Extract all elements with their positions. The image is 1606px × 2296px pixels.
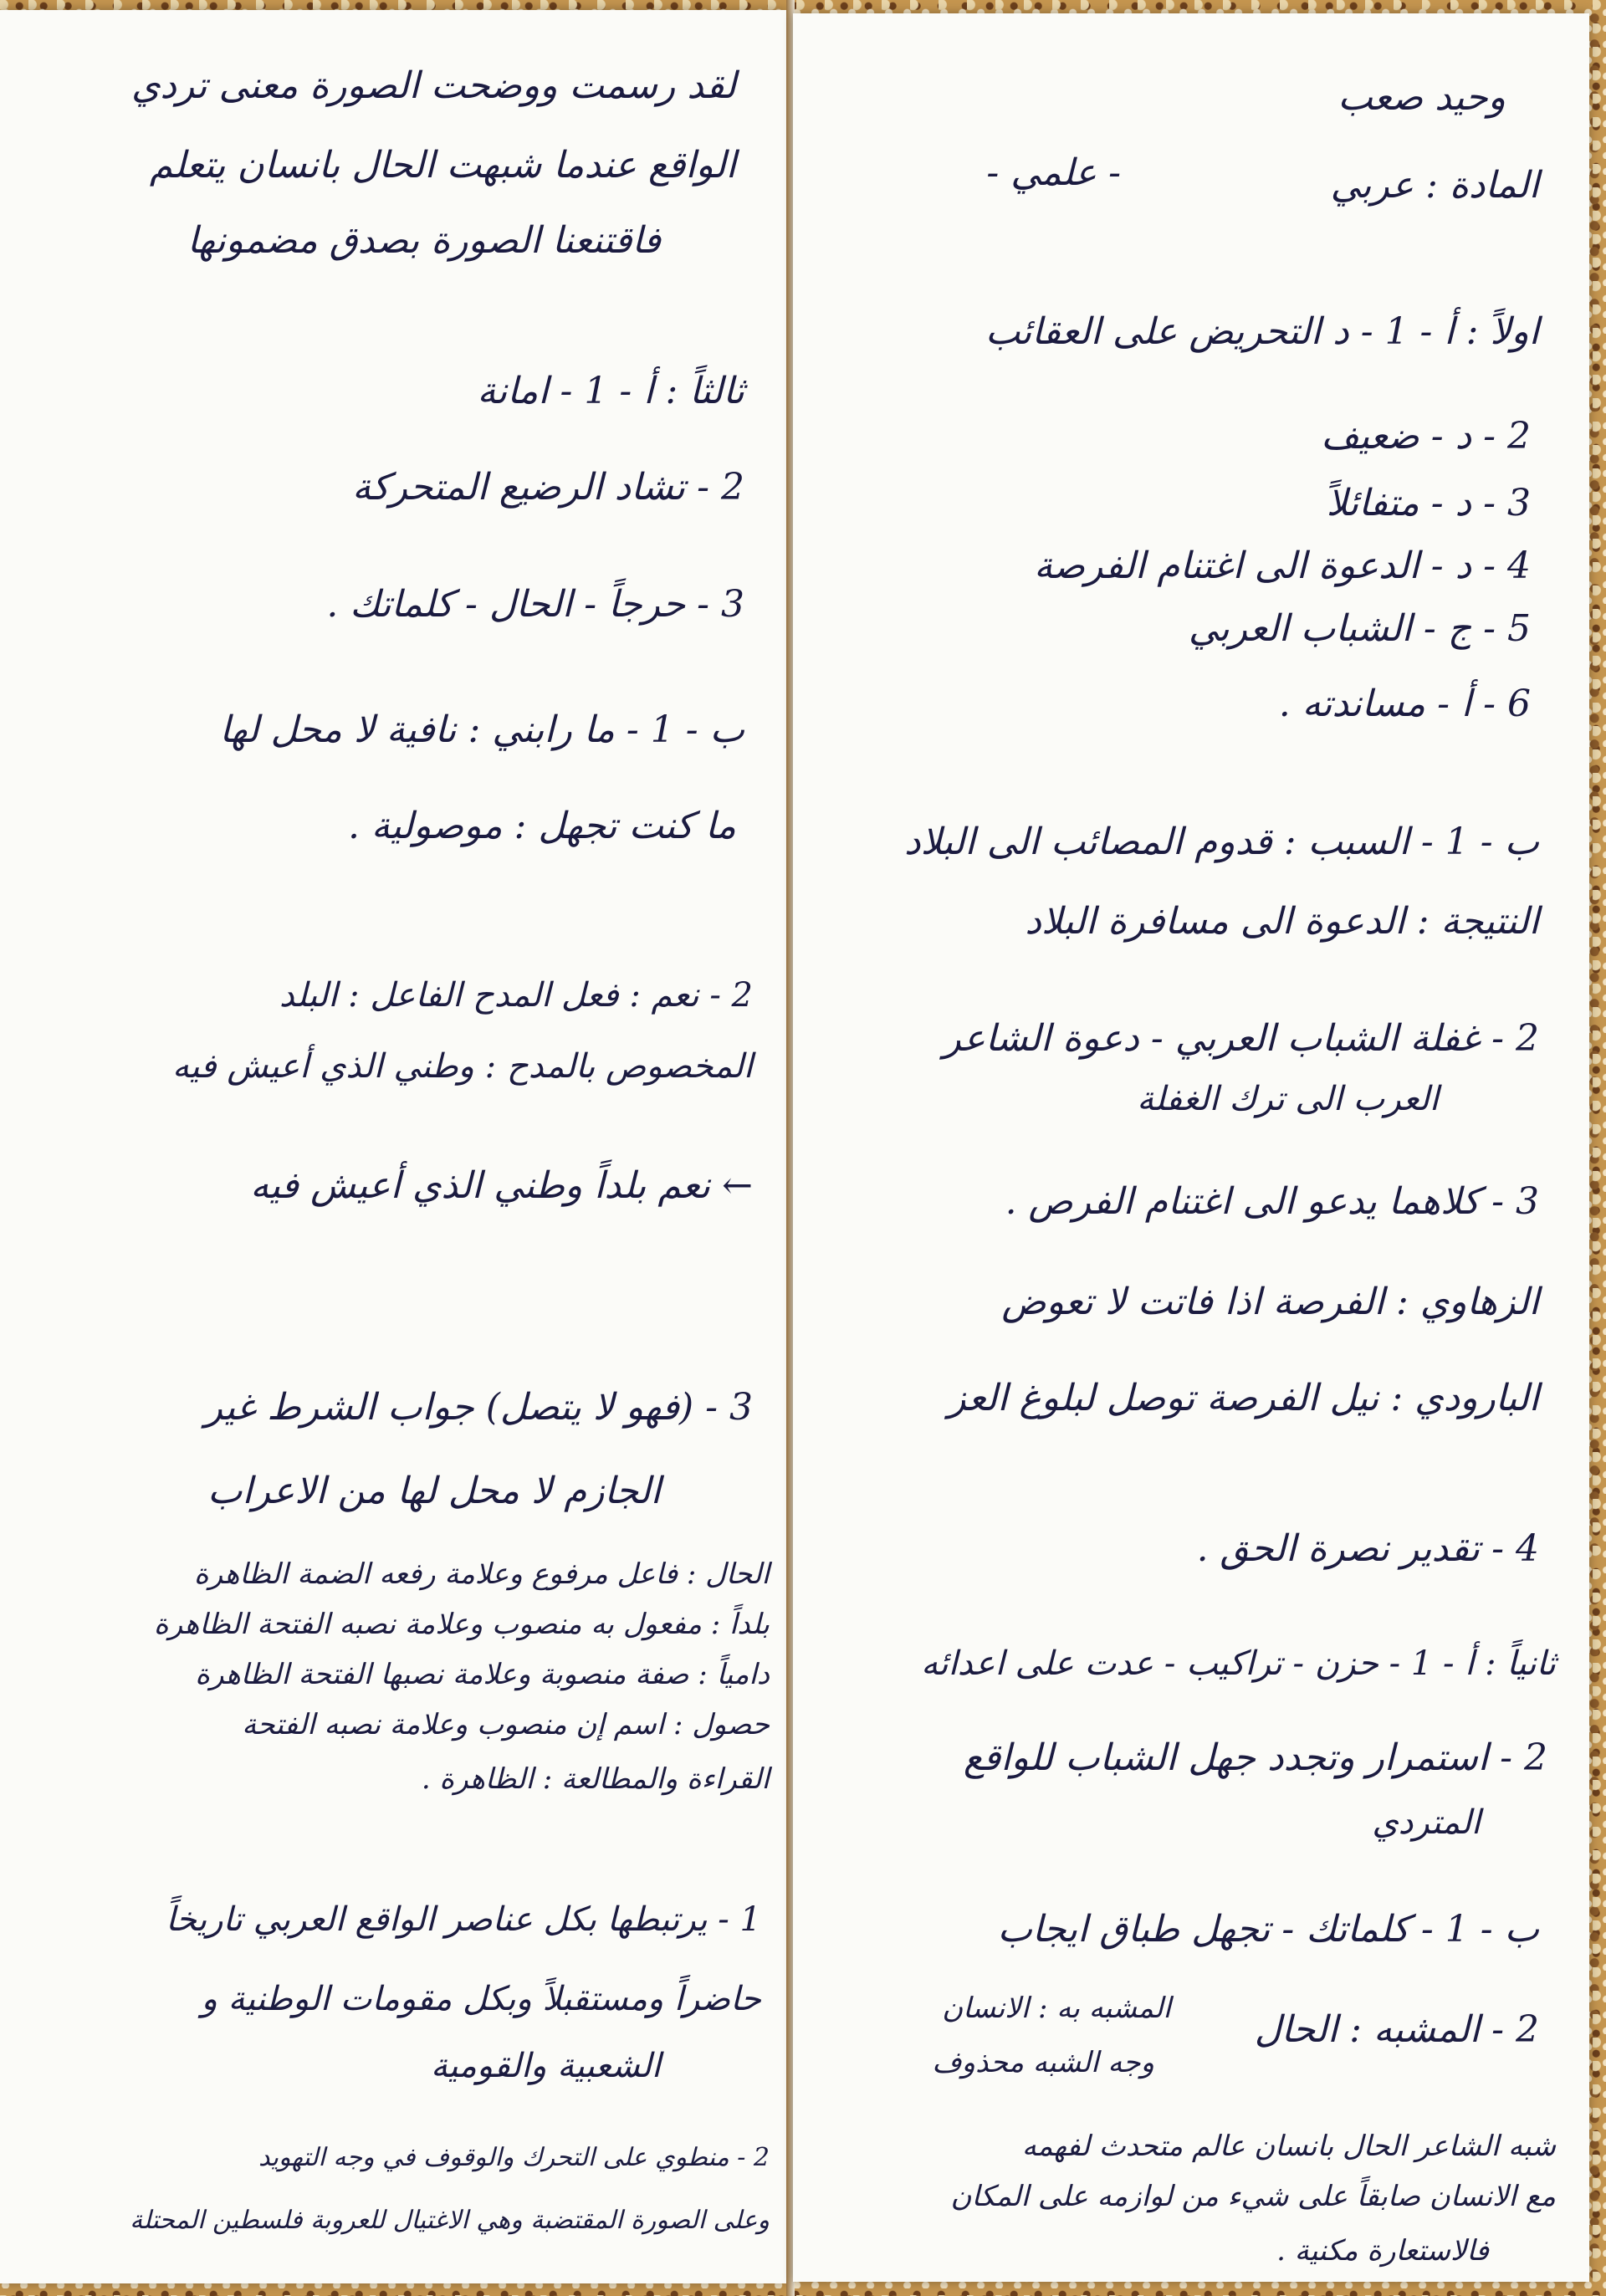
text-line: 1 - يرتبطها بكل عناصر الواقع العربي تاريخاً: [166, 1900, 761, 1939]
text-line: الشعبية والقومية: [430, 2047, 661, 2085]
text-line: ثالثاً : أ - 1 - امانة: [477, 370, 744, 412]
text-line: 4 - د - الدعوة الى اغتنام الفرصة: [1034, 545, 1531, 587]
text-line: وجه الشبه محذوف: [932, 2046, 1154, 2079]
text-line: ب - 1 - كلماتك - تجهل طباق ايجاب: [997, 1908, 1539, 1951]
text-line: 2 - غفلة الشباب العربي - دعوة الشاعر: [943, 1017, 1539, 1060]
text-line: 2 - تشاد الرضيع المتحركة: [352, 466, 744, 509]
text-line: 4 - تقدير نصرة الحق .: [1196, 1527, 1539, 1570]
text-line: دامياً : صفة منصوبة وعلامة نصبها الفتحة الظاهرة: [195, 1658, 770, 1691]
text-line: لقد رسمت ووضحت الصورة معنى تردي: [130, 64, 736, 107]
text-line: وعلى الصورة المقتضبة وهي الاغتيال للعروبة فلسطين المحتلة: [130, 2206, 770, 2235]
text-line: 3 - حرجاً - الحال - كلماتك .: [326, 583, 744, 626]
text-line: شبه الشاعر الحال بانسان عالم متحدث لفهمه: [1021, 2130, 1556, 2163]
text-line: المادة : عربي: [1330, 164, 1539, 207]
text-line: ب - 1 - السبب : قدوم المصائب الى البلاد: [904, 821, 1539, 863]
text-line: 6 - أ - مساندته .: [1278, 683, 1531, 725]
text-line: - علمي -: [986, 151, 1121, 194]
text-line: 2 - منطوي على التحرك والوقوف في وجه التهويد: [258, 2143, 770, 2172]
text-line: فالاستعارة مكنية .: [1276, 2234, 1489, 2268]
text-line: المشبه به : الانسان: [942, 1992, 1171, 2025]
text-line: ما كنت تجهل : موصولية .: [347, 805, 736, 847]
text-line: 2 - د - ضعيف: [1321, 415, 1531, 458]
text-line: المتردي: [1372, 1803, 1481, 1842]
text-line: حاضراً ومستقبلاً وبكل مقومات الوطنية و: [201, 1980, 761, 2018]
text-line: بلداً : مفعول به منصوب وعلامة نصبه الفتحة الظاهرة: [153, 1608, 770, 1641]
text-line: فاقتنعنا الصورة بصدق مضمونها: [187, 219, 661, 262]
text-line: 3 - د - متفائلاً: [1326, 482, 1531, 524]
text-line: العرب الى ترك الغفلة: [1137, 1080, 1439, 1118]
text-line: النتيجة : الدعوة الى مسافرة البلاد: [1025, 900, 1539, 943]
text-line: الواقع عندما شبهت الحال بانسان يتعلم: [149, 144, 736, 187]
text-line: 2 - استمرار وتجدد جهل الشباب للواقع: [963, 1736, 1547, 1779]
text-line: وحيد صعب: [1337, 76, 1506, 119]
text-line: الحال : فاعل مرفوع وعلامة رفعه الضمة الظاهرة: [193, 1557, 770, 1591]
text-line: ب - 1 - ما رابني : نافية لا محل لها: [219, 708, 744, 751]
text-line: اولاً : أ - 1 - د التحريض على العقائب: [985, 310, 1539, 353]
text-line: ثانياً : أ - 1 - حزن - تراكيب - عدت على اعدائه: [921, 1644, 1556, 1683]
text-line: حصول : اسم إن منصوب وعلامة نصبه الفتحة: [242, 1708, 770, 1741]
text-line: 2 - المشبه : الحال: [1254, 2008, 1539, 2051]
text-line: الجازم لا محل لها من الاعراب: [207, 1470, 661, 1512]
text-line: 3 - كلاهما يدعو الى اغتنام الفرص .: [1005, 1180, 1539, 1223]
text-line: مع الانسان صابقاً على شيء من لوازمه على المكان: [950, 2180, 1556, 2213]
text-line: 5 - ج - الشباب العربي: [1188, 607, 1531, 650]
text-line: 2 - نعم : فعل المدح الفاعل : البلد: [279, 976, 753, 1015]
text-line: القراءة والمطالعة : الظاهرة .: [421, 1762, 770, 1796]
text-line: 3 - (فهو لا يتصل) جواب الشرط غير: [204, 1386, 753, 1429]
right-page: [793, 13, 1589, 2282]
left-page: [0, 10, 786, 2283]
text-line: ← نعم بلداً وطني الذي أعيش فيه: [250, 1164, 753, 1207]
text-line: المخصوص بالمدح : وطني الذي أعيش فيه: [171, 1047, 753, 1086]
text-line: البارودي : نيل الفرصة توصل لبلوغ العز: [948, 1377, 1539, 1419]
text-line: الزهاوي : الفرصة اذا فاتت لا تعوض: [1001, 1281, 1539, 1323]
